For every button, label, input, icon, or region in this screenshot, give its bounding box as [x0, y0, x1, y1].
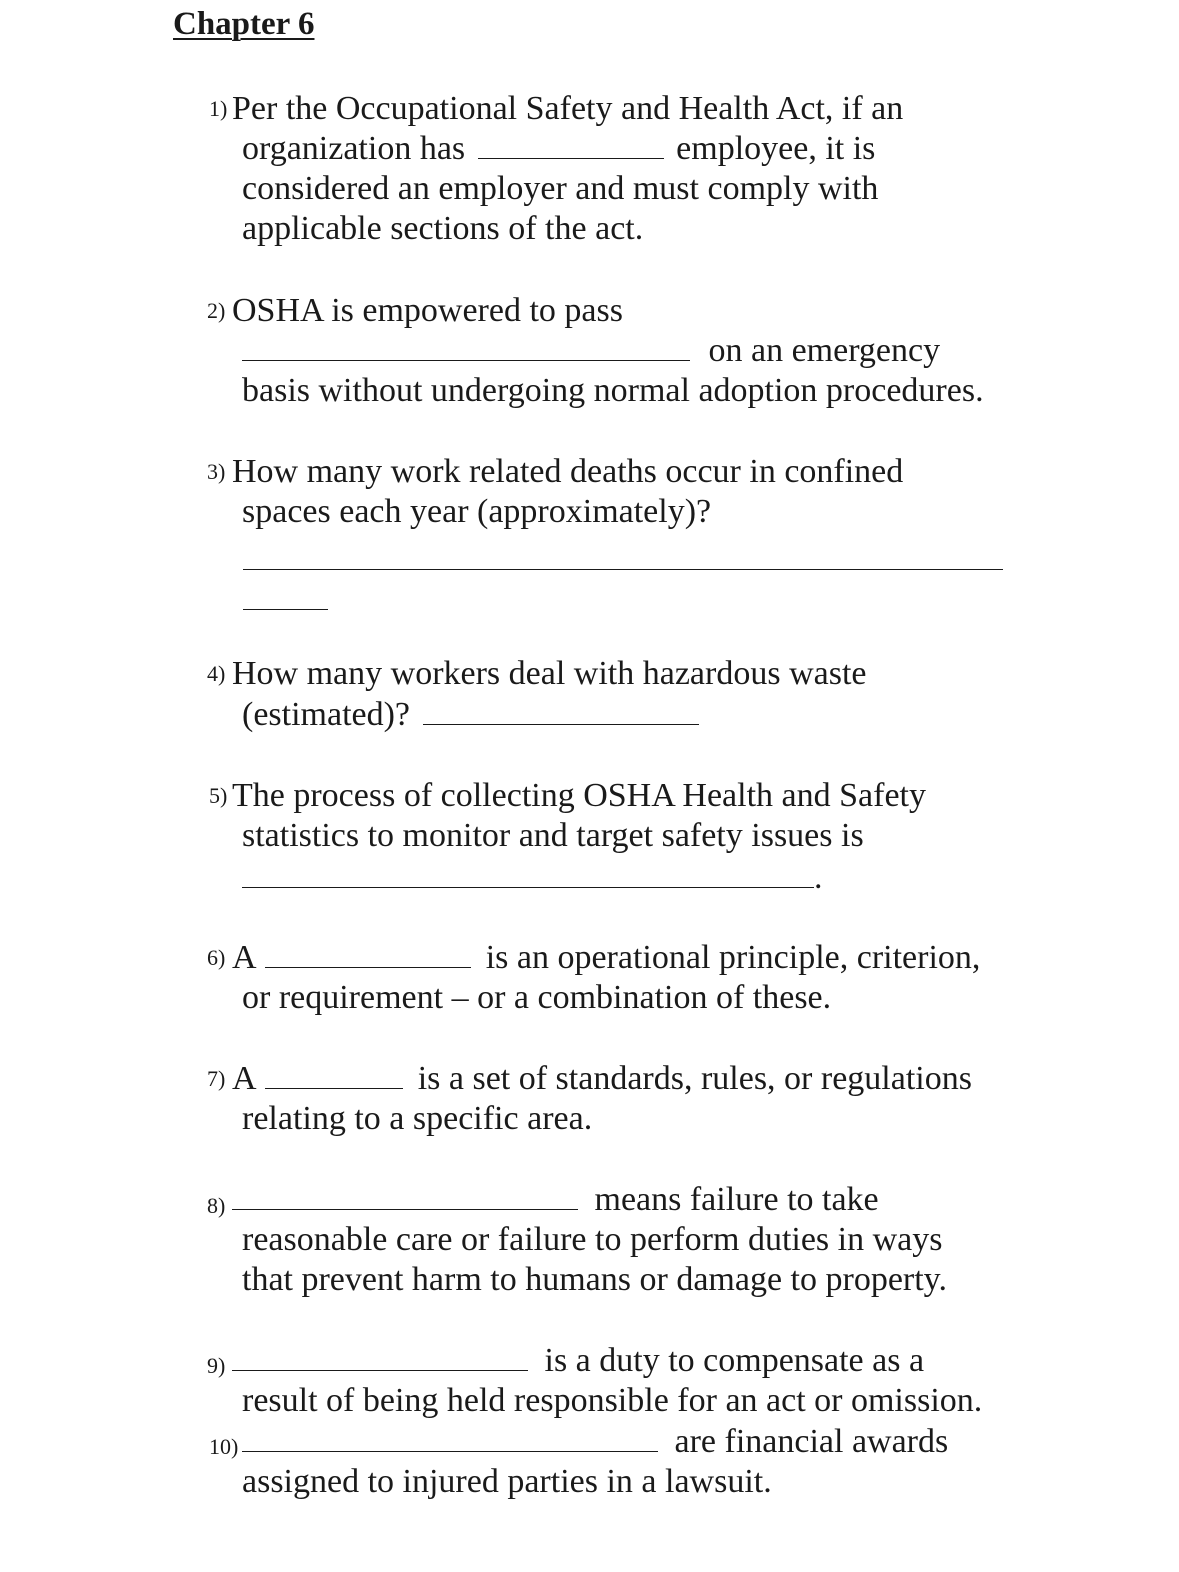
- question-5-text-1: The process of collecting OSHA Health and Safety: [232, 777, 926, 814]
- question-5-number: 5): [209, 783, 228, 808]
- question-3-answer-line-2[interactable]: [243, 609, 328, 610]
- question-6-text-1a: A: [232, 939, 255, 976]
- question-10-text-2: assigned to injured parties in a lawsuit.: [242, 1463, 772, 1500]
- question-5-text-2: statistics to monitor and target safety issues is: [242, 817, 864, 854]
- question-8-number: 8): [207, 1193, 226, 1218]
- question-6-line-1: [232, 938, 980, 978]
- question-4-line-1: [232, 654, 866, 694]
- question-7-line-1: [232, 1059, 972, 1099]
- question-9-text-1: is a duty to compensate as a: [544, 1342, 925, 1379]
- question-8-line-3: [242, 1260, 947, 1300]
- question-1-text-4: applicable sections of the act.: [242, 210, 644, 247]
- question-5-blank[interactable]: [242, 887, 814, 888]
- question-8-text-2: reasonable care or failure to perform duties in ways: [242, 1221, 943, 1258]
- question-7-number: 7): [207, 1066, 226, 1091]
- question-5-line-1: [232, 776, 926, 816]
- question-10-text-1: are financial awards: [674, 1423, 949, 1460]
- question-6-number: 6): [207, 945, 226, 970]
- question-7-blank[interactable]: [265, 1088, 403, 1089]
- question-9-number: 9): [207, 1353, 226, 1378]
- question-10-number: 10): [209, 1434, 239, 1459]
- question-2-line-3: [242, 371, 984, 411]
- question-3-text-2: spaces each year (approximately)?: [242, 493, 712, 530]
- question-1-text-2b: employee, it is: [676, 130, 876, 167]
- question-9-line-2: [242, 1381, 982, 1421]
- question-2-line-1: [232, 291, 623, 331]
- question-2-blank[interactable]: [242, 360, 690, 361]
- question-3-text-1: How many work related deaths occur in confined: [232, 453, 904, 490]
- question-6-line-2: [242, 978, 831, 1018]
- question-10-line-2: [242, 1462, 772, 1502]
- question-8-line-2: [242, 1220, 943, 1260]
- question-3-line-2: [242, 492, 711, 532]
- question-6-blank[interactable]: [265, 967, 471, 968]
- question-4-blank[interactable]: [423, 724, 699, 725]
- question-1-blank[interactable]: [478, 158, 664, 159]
- question-6-text-2: or requirement – or a combination of these.: [242, 979, 832, 1016]
- question-8-line-1: [232, 1180, 879, 1220]
- question-8-text-1: means failure to take: [594, 1181, 879, 1218]
- question-2-text-2: on an emergency: [708, 332, 941, 369]
- question-3-number: 3): [207, 459, 226, 484]
- question-8-blank[interactable]: [232, 1209, 578, 1210]
- question-1-line-4: [242, 209, 643, 249]
- question-8-text-3: that prevent harm to humans or damage to property.: [242, 1261, 947, 1298]
- question-10-blank[interactable]: [242, 1451, 658, 1452]
- question-3-line-1: [232, 452, 903, 492]
- question-7-line-2: [242, 1099, 592, 1139]
- question-7-text-2: relating to a specific area.: [242, 1100, 593, 1137]
- question-1-line-2: [242, 129, 875, 169]
- question-2-text-1: OSHA is empowered to pass: [232, 292, 623, 329]
- question-1-line-1: [232, 89, 903, 129]
- question-5-text-3: .: [814, 859, 823, 896]
- question-7-text-1b: is a set of standards, rules, or regulations: [417, 1060, 972, 1097]
- question-10-line-1: [242, 1422, 948, 1462]
- question-3-answer-line-1[interactable]: [243, 569, 1003, 570]
- question-5-line-3: [242, 858, 823, 898]
- question-5-line-2: [242, 816, 864, 856]
- question-4-line-2: [242, 695, 699, 735]
- question-7-text-1a: A: [232, 1060, 255, 1097]
- question-1-text-2a: organization has: [242, 130, 466, 167]
- question-2-text-3: basis without undergoing normal adoption procedures.: [242, 372, 984, 409]
- question-1-text-3: considered an employer and must comply with: [242, 170, 879, 207]
- question-1-text-1: Per the Occupational Safety and Health Act, if an: [232, 90, 904, 127]
- chapter-title: Chapter 6: [173, 6, 315, 42]
- question-4-text-1: How many workers deal with hazardous waste: [232, 655, 867, 692]
- question-9-line-1: [232, 1341, 924, 1381]
- question-9-blank[interactable]: [232, 1370, 528, 1371]
- question-4-text-2: (estimated)?: [242, 696, 411, 733]
- question-1-line-3: [242, 169, 878, 209]
- question-1-number: 1): [209, 96, 228, 121]
- question-2-number: 2): [207, 298, 226, 323]
- question-2-line-2: [242, 331, 940, 371]
- question-6-text-1b: is an operational principle, criterion,: [485, 939, 981, 976]
- question-4-number: 4): [207, 661, 226, 686]
- question-9-text-2: result of being held responsible for an act or omission.: [242, 1382, 983, 1419]
